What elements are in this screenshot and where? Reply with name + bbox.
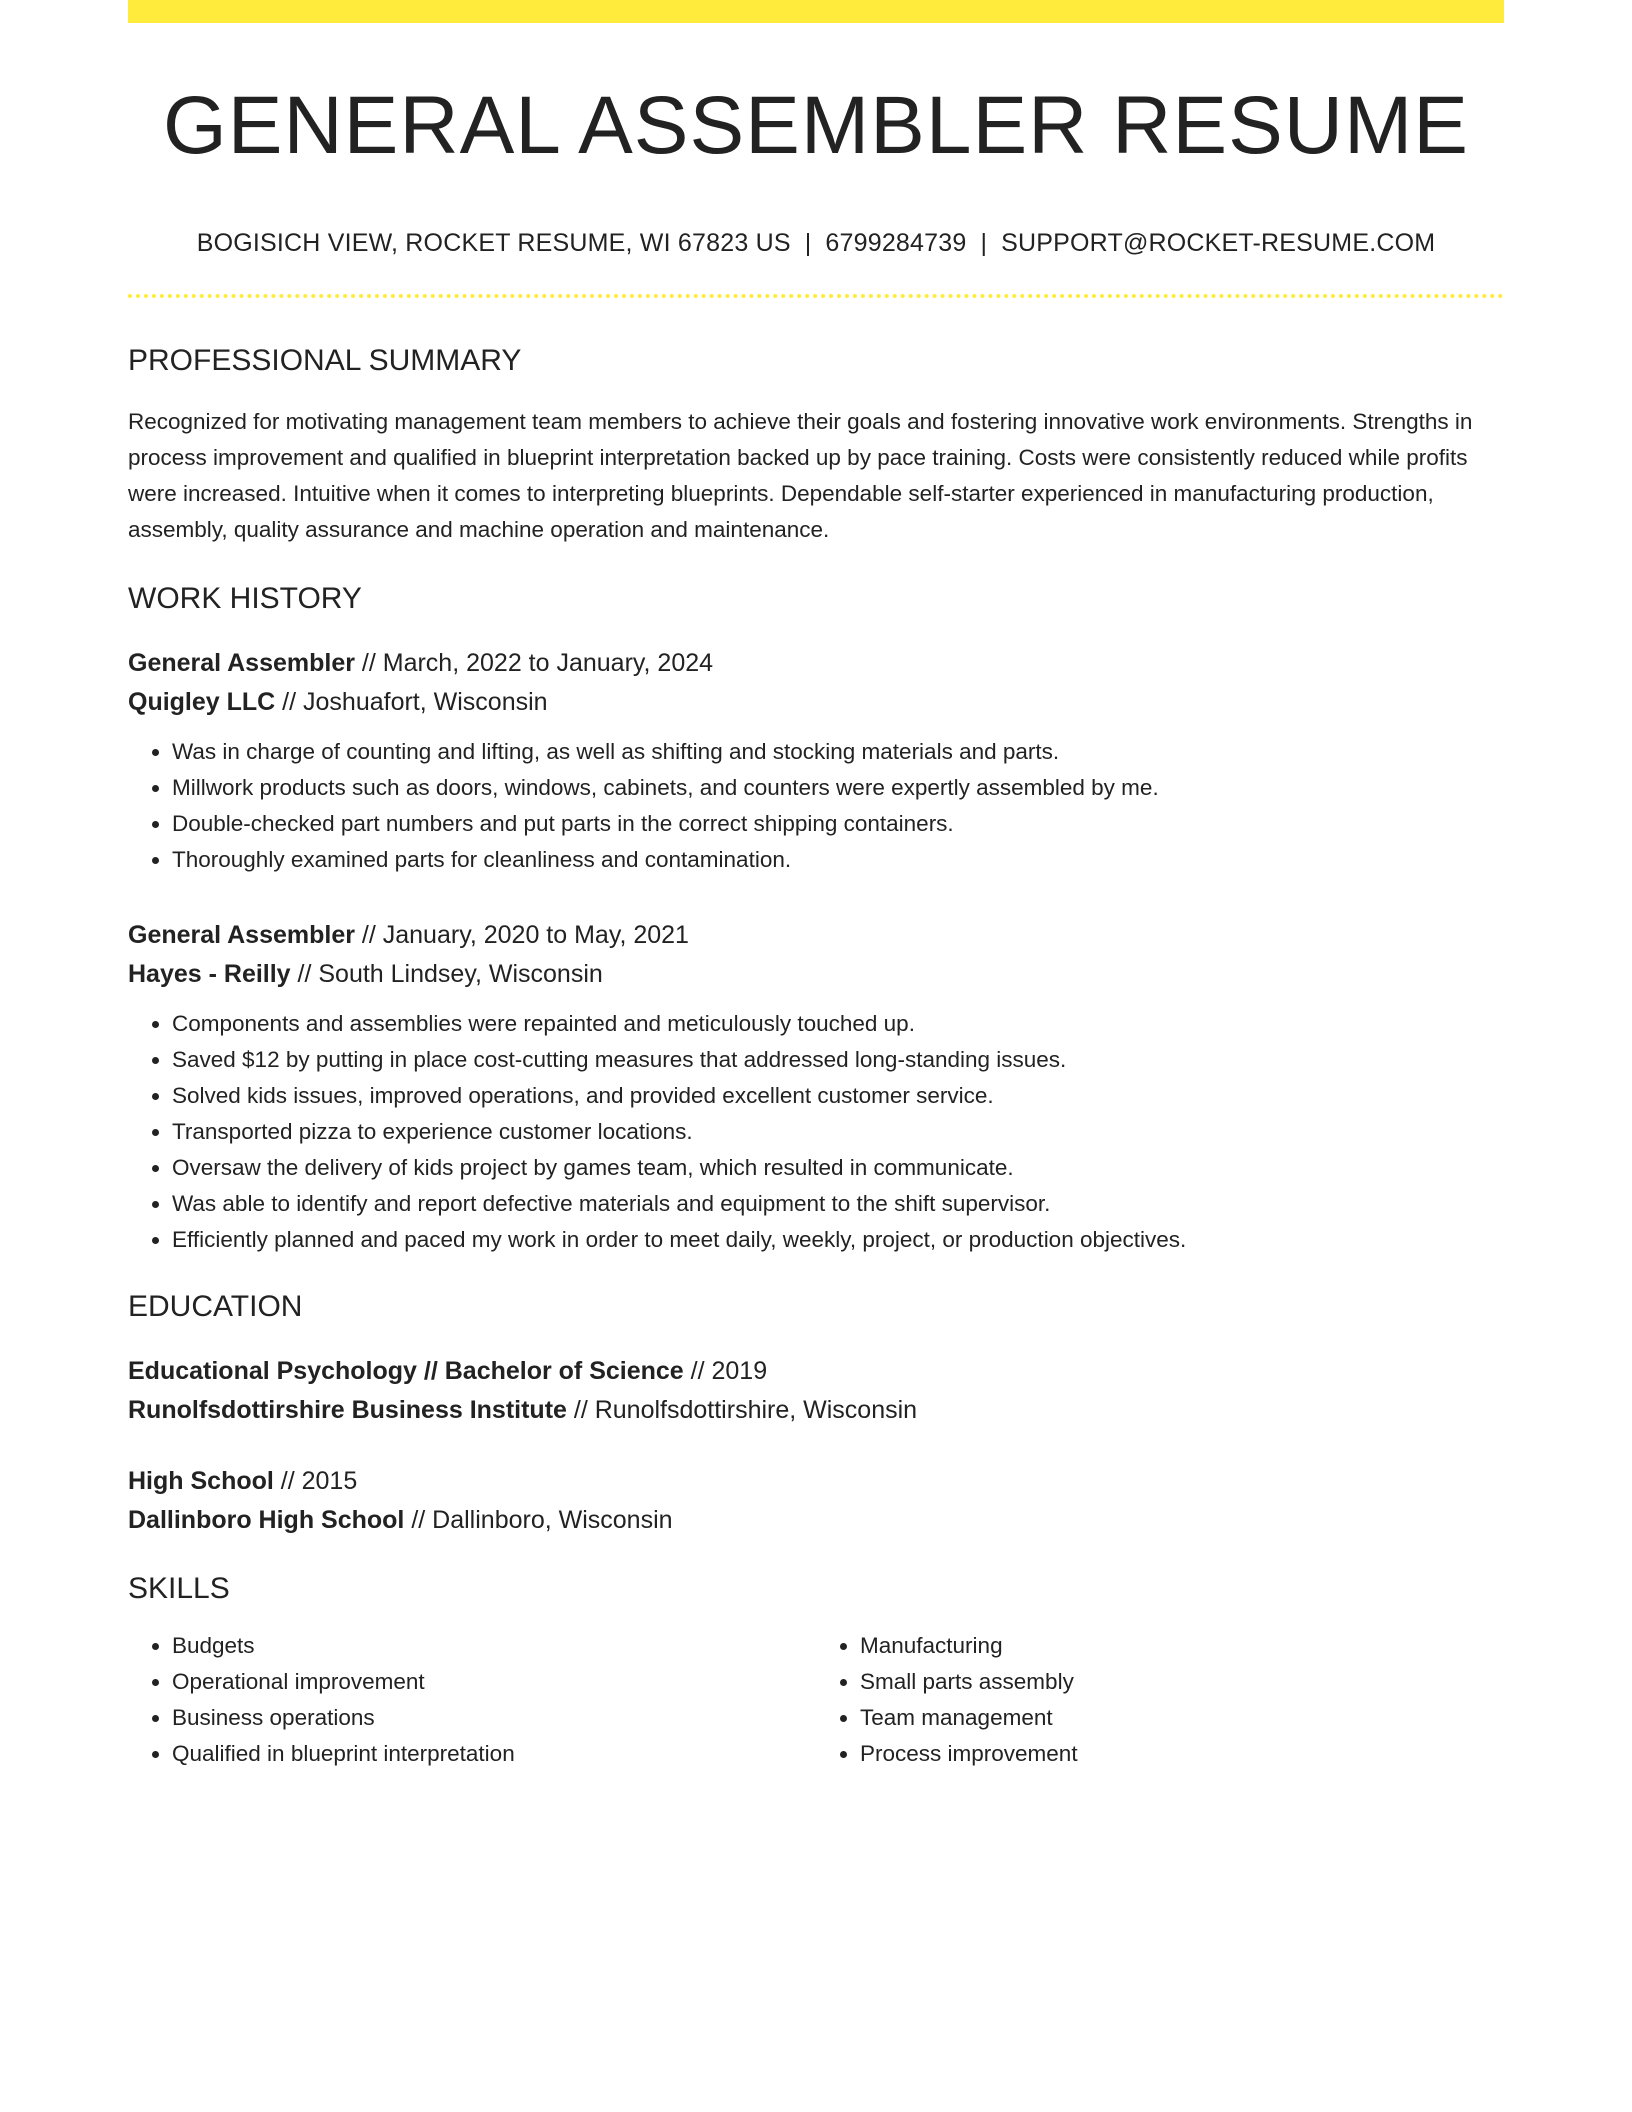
list-item: • Was in charge of counting and lifting, as well as shifting and stocking materials and parts.	[172, 734, 1504, 770]
contact-line	[128, 231, 1504, 256]
list-item: • Saved $12 by putting in place cost-cutting measures that addressed long-standing issues.	[172, 1042, 1504, 1078]
school-name: Runolfsdottirshire Business Institute	[128, 1396, 567, 1424]
skills-column-left	[128, 1628, 816, 1772]
job-company-line	[128, 683, 1504, 722]
degree: Educational Psychology // Bachelor of Science	[128, 1357, 684, 1385]
list-item: • Budgets	[172, 1628, 816, 1664]
section-heading-work-history: WORK HISTORY	[128, 582, 362, 615]
list-item: • Operational improvement	[172, 1664, 816, 1700]
school-location: // Dallinboro, Wisconsin	[404, 1506, 673, 1534]
job-title: General Assembler	[128, 649, 355, 677]
education-entry	[128, 1352, 1504, 1430]
skills-column-right	[816, 1628, 1504, 1772]
list-item: • Manufacturing	[860, 1628, 1504, 1664]
school-location: // Runolfsdottirshire, Wisconsin	[566, 1396, 918, 1424]
list-item: • Efficiently planned and paced my work in order to meet daily, weekly, project, or production objectives.	[172, 1222, 1504, 1258]
list-item: • Oversaw the delivery of kids project by games team, which resulted in communicate.	[172, 1150, 1504, 1186]
degree-line	[128, 1462, 1504, 1501]
top-accent-bar	[128, 0, 1504, 23]
job-entry	[128, 916, 1504, 1258]
list-item: • Team management	[860, 1700, 1504, 1736]
list-item: • Solved kids issues, improved operations, and provided excellent customer service.	[172, 1078, 1504, 1114]
list-item: • Process improvement	[860, 1736, 1504, 1772]
education-entry	[128, 1462, 1504, 1540]
list-item: • Double-checked part numbers and put parts in the correct shipping containers.	[172, 806, 1504, 842]
contact-phone: 6799284739	[825, 229, 967, 257]
section-heading-summary: PROFESSIONAL SUMMARY	[128, 344, 522, 377]
school-line	[128, 1391, 1504, 1430]
list-item: • Components and assemblies were repainted and meticulously touched up.	[172, 1006, 1504, 1042]
job-bullets	[128, 1006, 1504, 1258]
contact-separator: |	[804, 229, 812, 257]
contact-address: BOGISICH VIEW, ROCKET RESUME, WI 67823 US	[196, 229, 791, 257]
contact-email: SUPPORT@ROCKET-RESUME.COM	[1001, 229, 1436, 257]
section-heading-skills: SKILLS	[128, 1572, 230, 1605]
section-heading-education: EDUCATION	[128, 1290, 303, 1323]
job-company: Hayes - Reilly	[128, 960, 291, 988]
job-title-line	[128, 644, 1504, 683]
school-line	[128, 1501, 1504, 1540]
graduation-year: // 2015	[273, 1467, 358, 1495]
job-location: // Joshuafort, Wisconsin	[275, 688, 548, 716]
job-company: Quigley LLC	[128, 688, 276, 716]
list-item: • Business operations	[172, 1700, 816, 1736]
job-dates: // March, 2022 to January, 2024	[354, 649, 714, 677]
job-bullets	[128, 734, 1504, 878]
job-entry	[128, 644, 1504, 878]
summary-text: Recognized for motivating management team members to achieve their goals and fostering innovative work environments. Strengths in process improvement and qualified in blueprint interpretation backed up by pace training. Costs were consistently reduced while profits were increased. Intuitive when it comes to interpreting blueprints. Dependable self-starter experienced in manufacturing production, assembly, quality assurance and machine operation and maintenance.	[128, 409, 1473, 542]
list-item: • Was able to identify and report defective materials and equipment to the shift supervisor.	[172, 1186, 1504, 1222]
job-dates: // January, 2020 to May, 2021	[354, 921, 689, 949]
list-item: • Transported pizza to experience customer locations.	[172, 1114, 1504, 1150]
degree-line	[128, 1352, 1504, 1391]
list-item: • Thoroughly examined parts for cleanliness and contamination.	[172, 842, 1504, 878]
resume-title: GENERAL ASSEMBLER RESUME	[162, 80, 1469, 171]
dotted-divider	[128, 294, 1504, 298]
job-title: General Assembler	[128, 921, 355, 949]
job-company-line	[128, 955, 1504, 994]
list-item: • Small parts assembly	[860, 1664, 1504, 1700]
list-item: • Millwork products such as doors, windows, cabinets, and counters were expertly assembled by me.	[172, 770, 1504, 806]
degree: High School	[128, 1467, 274, 1495]
list-item: • Qualified in blueprint interpretation	[172, 1736, 816, 1772]
job-title-line	[128, 916, 1504, 955]
resume-page	[128, 0, 1504, 1772]
school-name: Dallinboro High School	[128, 1506, 405, 1534]
skills-list	[128, 1628, 1504, 1772]
contact-separator: |	[980, 229, 988, 257]
job-location: // South Lindsey, Wisconsin	[290, 960, 603, 988]
graduation-year: // 2019	[683, 1357, 768, 1385]
